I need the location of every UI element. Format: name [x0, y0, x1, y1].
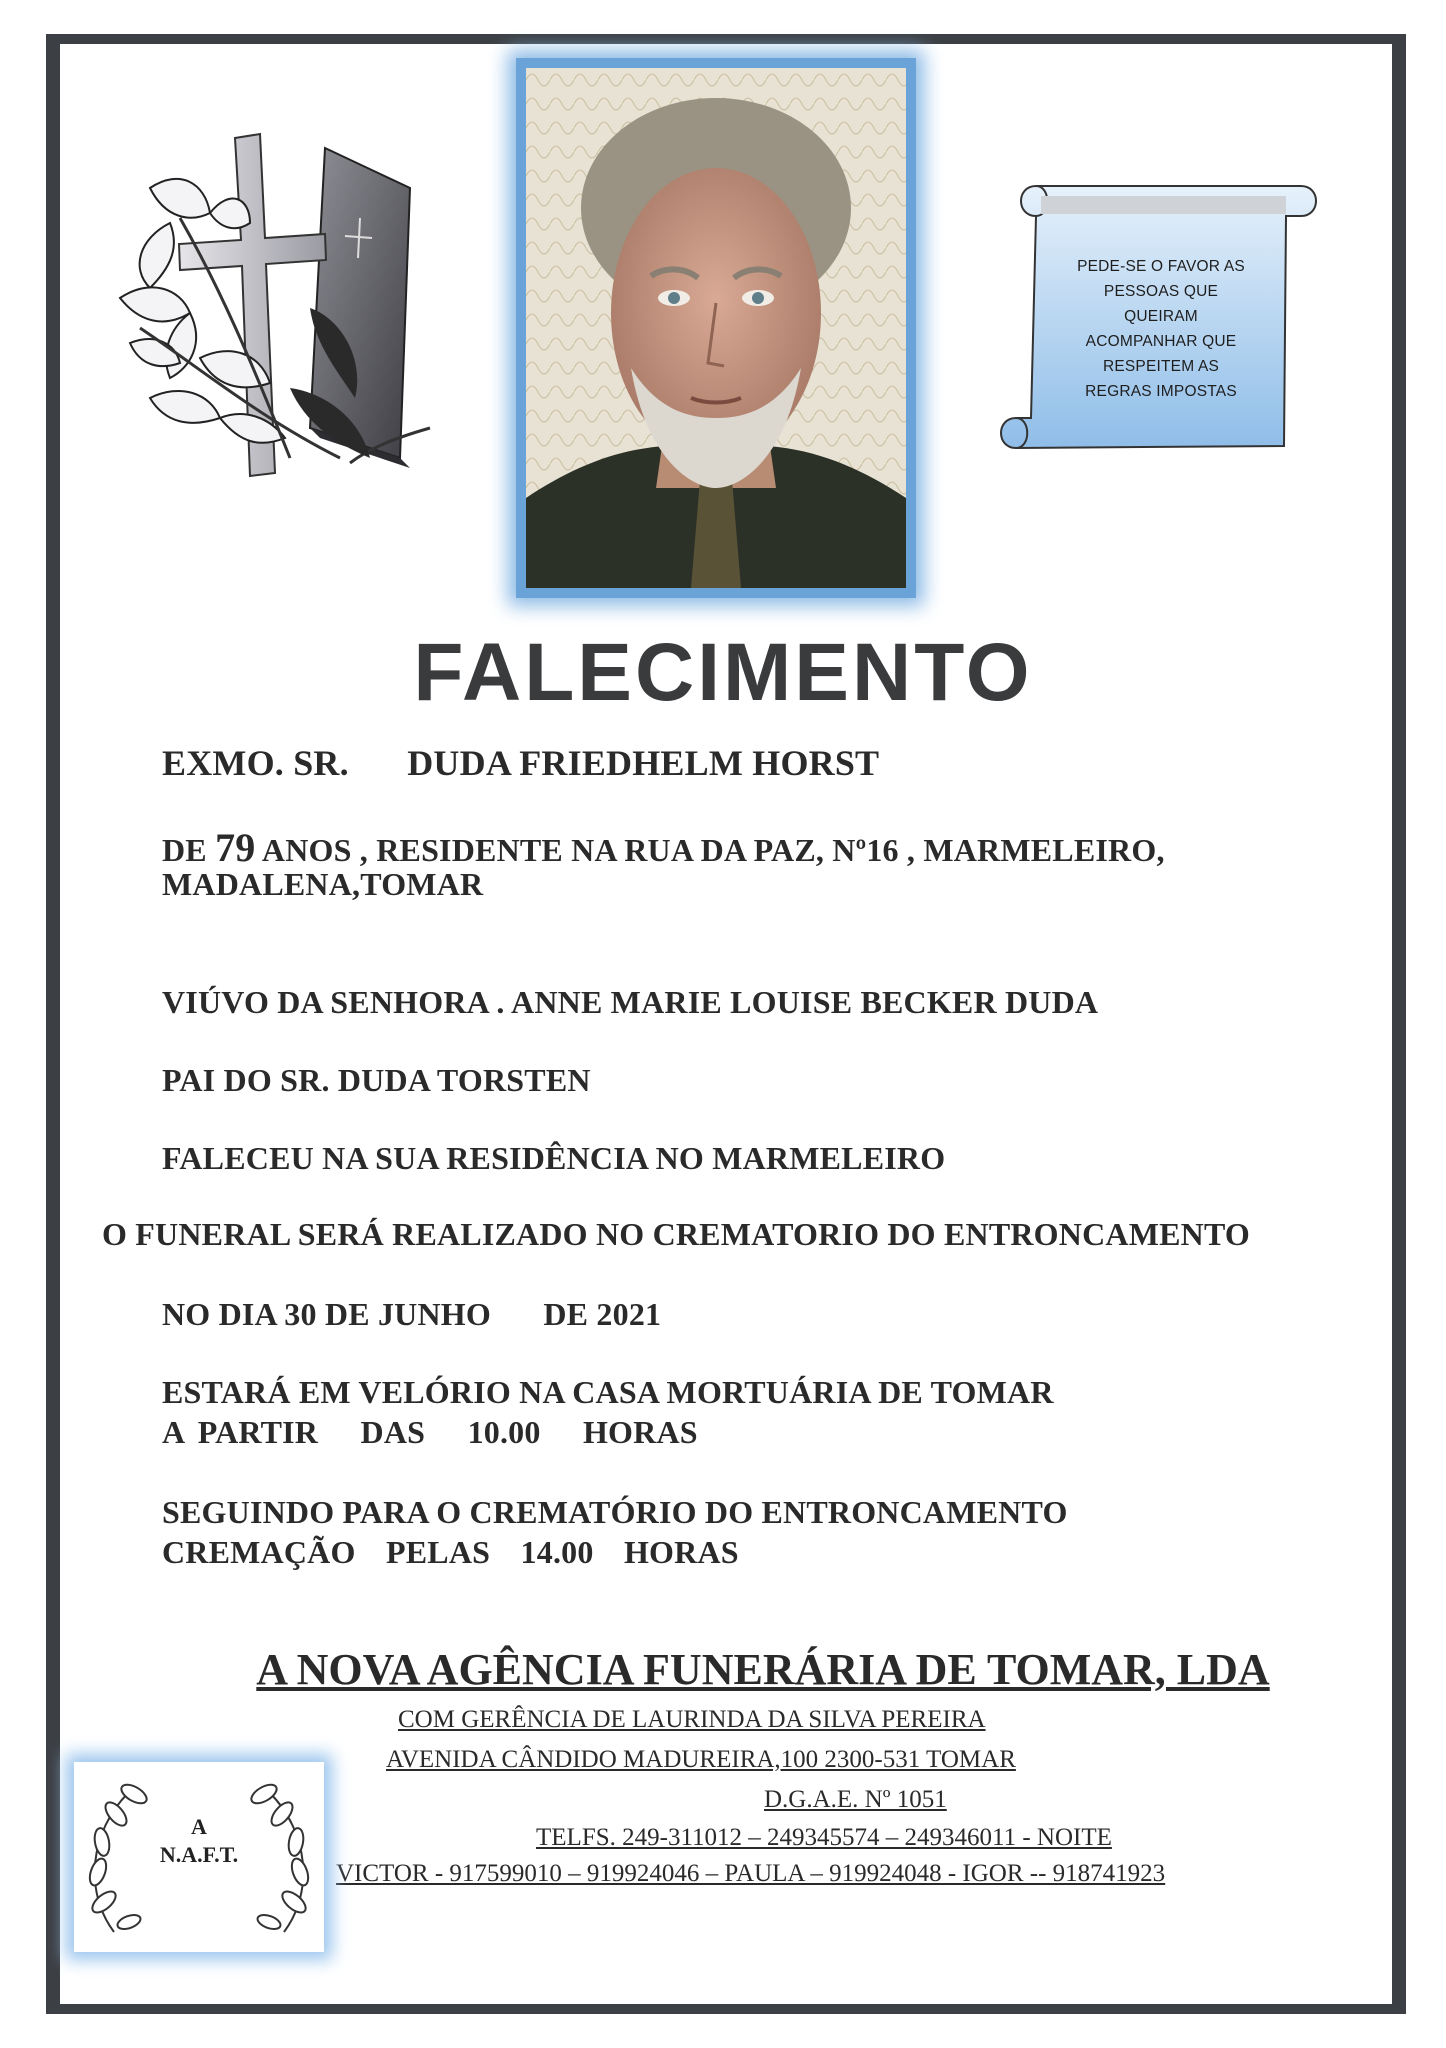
- cremation-label: CREMAÇÃO: [162, 1534, 356, 1570]
- age-prefix: DE: [162, 832, 207, 868]
- agency-logo: [74, 1762, 324, 1952]
- agency-manager: COM GERÊNCIA DE LAURINDA DA SILVA PEREIRA: [398, 1706, 986, 1733]
- date-year: DE 2021: [543, 1296, 662, 1332]
- address-line-2: MADALENA,TOMAR: [162, 866, 484, 902]
- cremation-time: 14.00: [520, 1534, 594, 1570]
- wake-das: DAS: [360, 1414, 426, 1450]
- widower-prefix: VIÚVO DA SENHORA .: [162, 984, 505, 1020]
- wake-line-1: ESTARÁ EM VELÓRIO NA CASA MORTUÁRIA DE TOMAR: [162, 1374, 1054, 1410]
- age-address-line: [162, 824, 1165, 871]
- spouse-name: ANNE MARIE LOUISE BECKER DUDA: [511, 984, 1099, 1020]
- scroll-line: PESSOAS QUE: [1103, 283, 1219, 300]
- portrait-photo: [526, 68, 906, 588]
- scroll-line: ACOMPANHAR QUE: [1085, 333, 1237, 350]
- agency-name: A NOVA AGÊNCIA FUNERÁRIA DE TOMAR, LDA: [256, 1645, 1270, 1694]
- wake-time: 10.00: [467, 1414, 541, 1450]
- agency-address: AVENIDA CÂNDIDO MADUREIRA,100 2300-531 TOMAR: [386, 1746, 1016, 1773]
- scroll-message: [1036, 254, 1286, 404]
- cross-book-lilies-icon: [110, 128, 460, 498]
- wake-hours: HORAS: [582, 1414, 698, 1450]
- page-title: FALECIMENTO: [413, 627, 1033, 718]
- deceased-name-line: [162, 742, 879, 784]
- agency-phones: TELFS. 249-311012 – 249345574 – 249346011 - NOITE: [536, 1824, 1112, 1851]
- cremation-line-2: [162, 1534, 739, 1571]
- agency-night-contacts: VICTOR - 917599010 – 919924046 – PAULA – 919924048 - IGOR -- 918741923: [336, 1860, 1166, 1887]
- scroll-line: QUEIRAM: [1124, 308, 1198, 325]
- widower-line: [162, 984, 1098, 1021]
- date-line: [162, 1296, 661, 1333]
- scroll-line: REGRAS IMPOSTAS: [1085, 383, 1237, 400]
- date-day: NO DIA 30 DE JUNHO: [162, 1296, 491, 1332]
- residence: ANOS , RESIDENTE NA RUA DA PAZ, Nº16 , MARMELEIRO,: [261, 832, 1165, 868]
- logo-initials: N.A.F.T.: [159, 1842, 239, 1867]
- funeral-line: O FUNERAL SERÁ REALIZADO NO CREMATORIO DO ENTRONCAMENTO: [102, 1216, 1251, 1252]
- father-line: PAI DO SR. DUDA TORSTEN: [162, 1062, 591, 1098]
- title-prefix: EXMO. SR.: [162, 743, 349, 783]
- cremation-hours: HORAS: [623, 1534, 739, 1570]
- wake-from: A PARTIR: [162, 1414, 319, 1450]
- cremation-pelas: PELAS: [386, 1534, 491, 1570]
- death-place-line: FALECEU NA SUA RESIDÊNCIA NO MARMELEIRO: [162, 1140, 946, 1176]
- deceased-name: DUDA FRIEDHELM HORST: [407, 743, 880, 783]
- logo-letter: A: [191, 1814, 207, 1839]
- cremation-line-1: SEGUINDO PARA O CREMATÓRIO DO ENTRONCAMENTO: [162, 1494, 1068, 1530]
- scroll-line: RESPEITEM AS: [1102, 358, 1220, 375]
- wake-line-2: [162, 1414, 698, 1451]
- agency-dgae: D.G.A.E. Nº 1051: [764, 1786, 947, 1813]
- portrait-frame: [516, 58, 916, 598]
- scroll-line: PEDE-SE O FAVOR AS: [1077, 258, 1245, 275]
- age-value: 79: [215, 825, 256, 870]
